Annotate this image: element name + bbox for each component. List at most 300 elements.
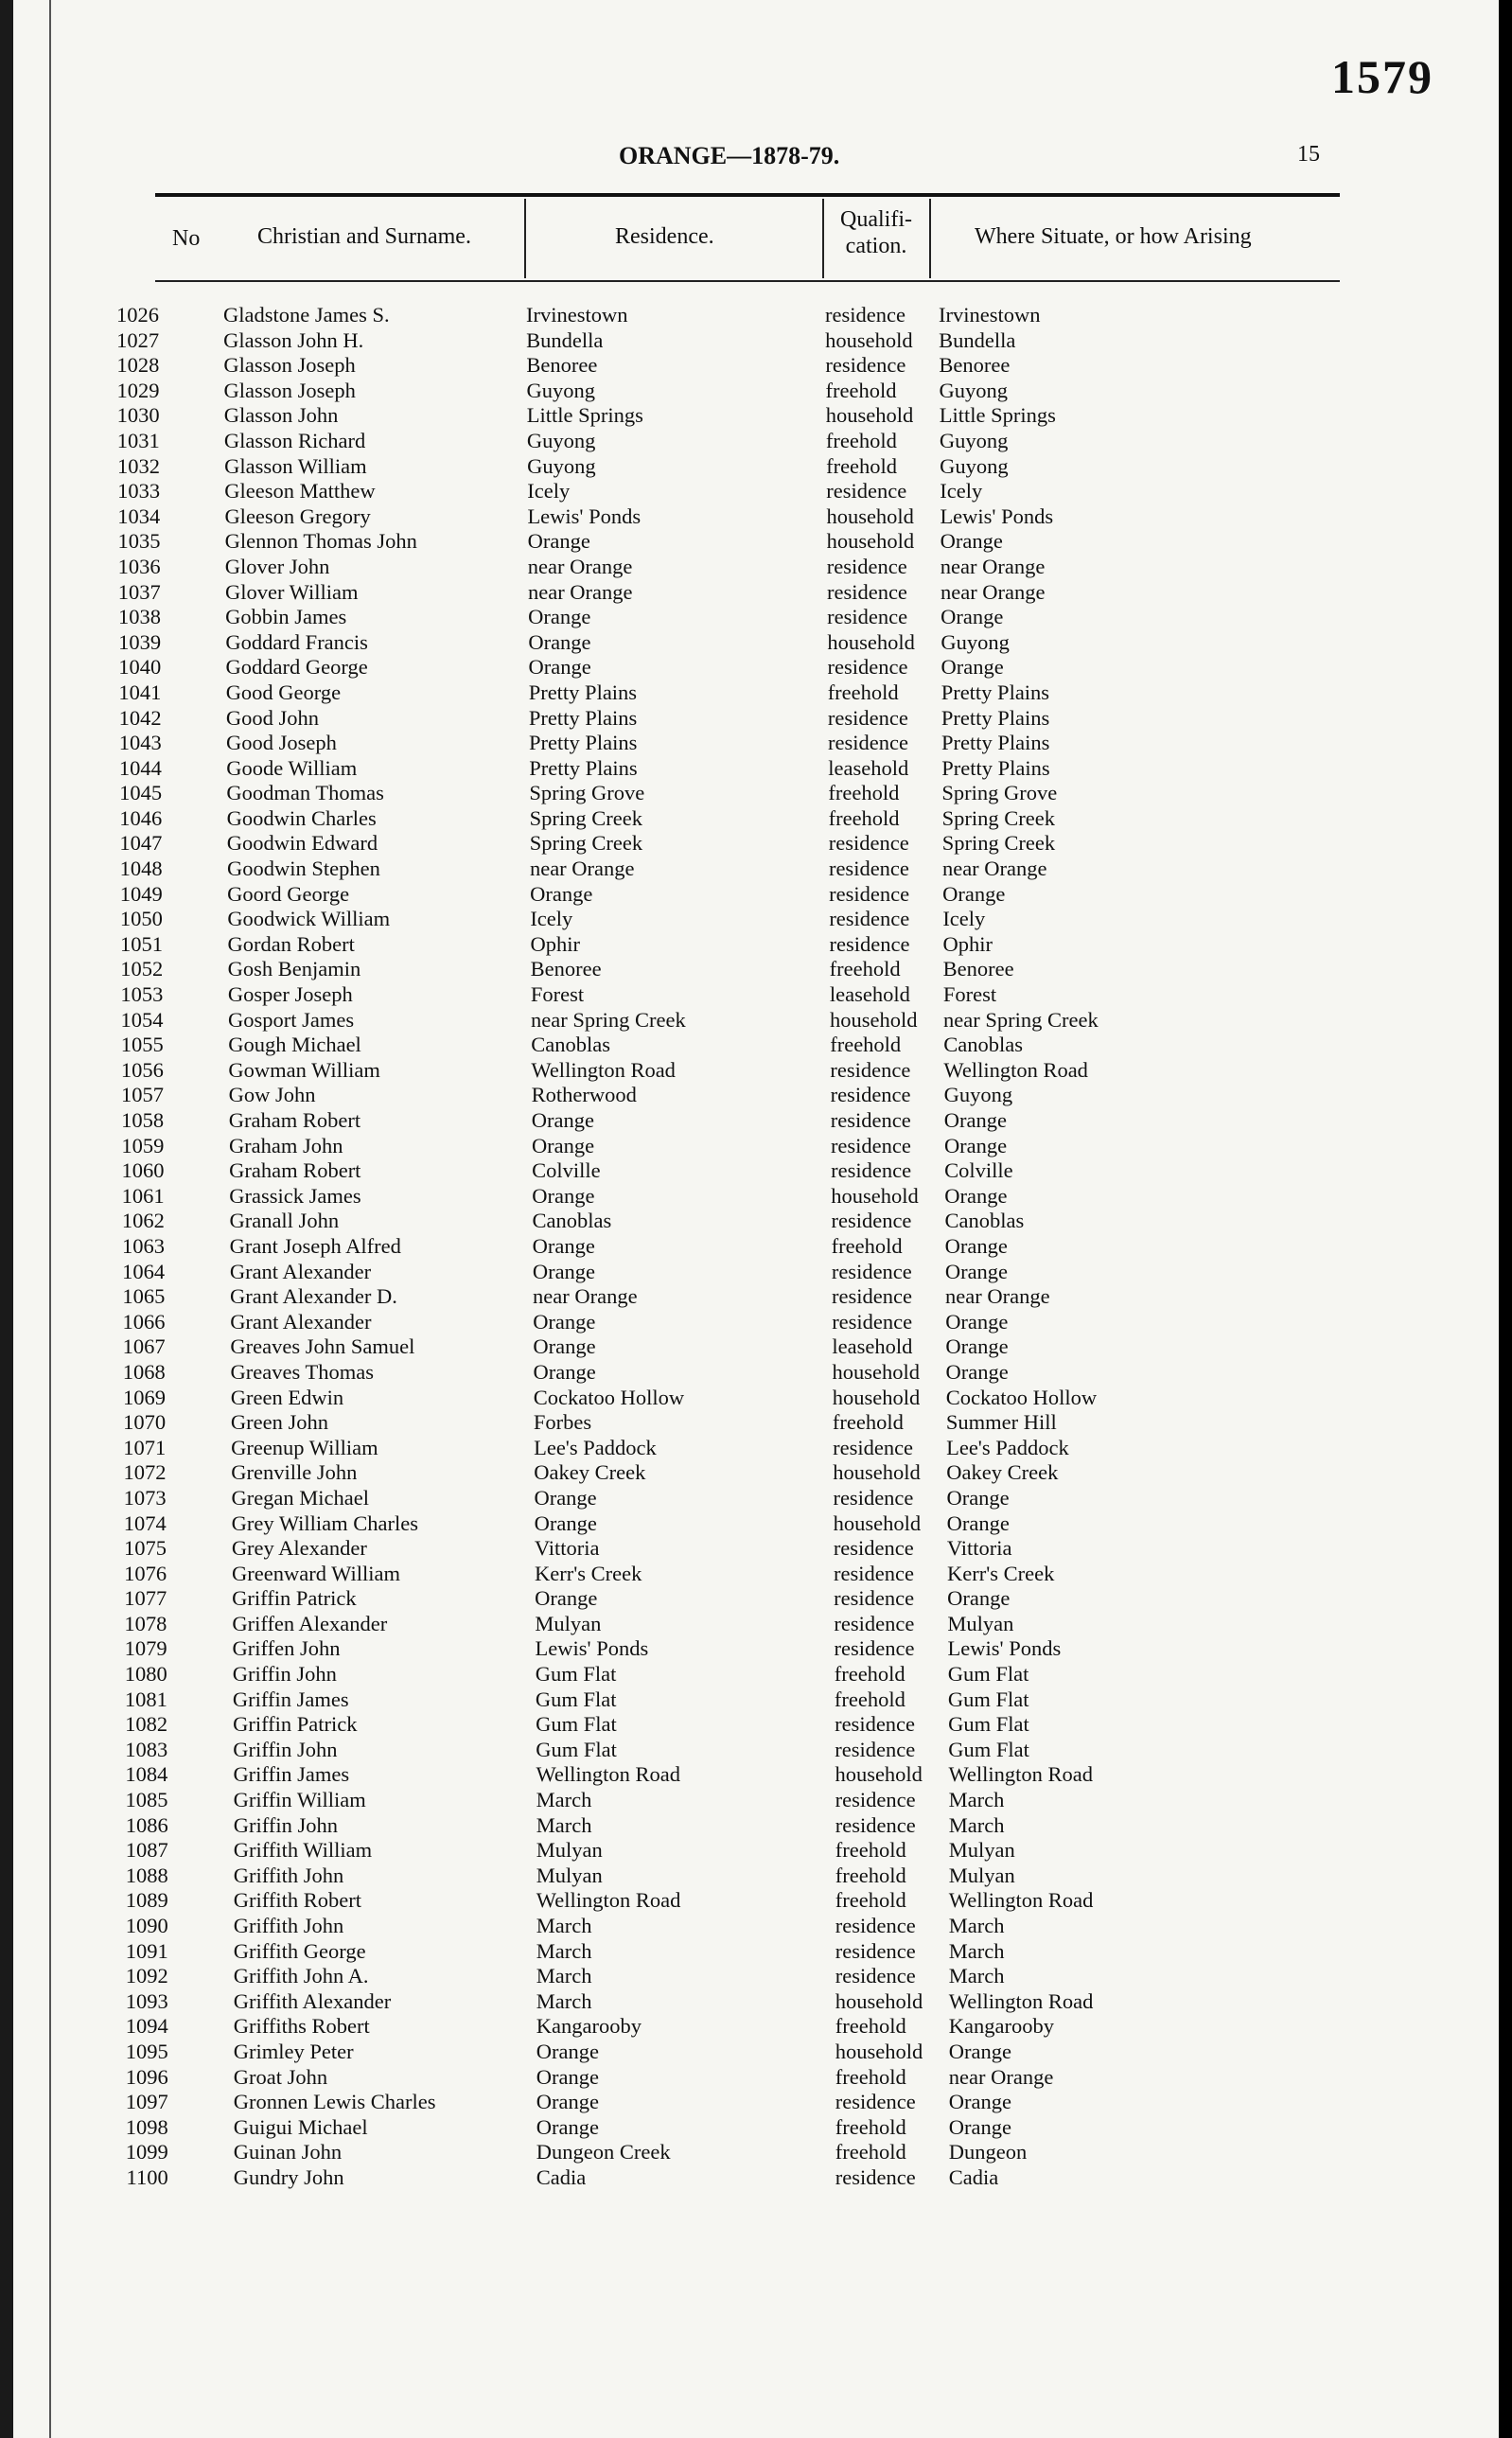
entry-qualification: freehold (829, 957, 901, 981)
entry-residence: Forest (530, 982, 585, 1007)
entry-residence: Forbes (533, 1410, 592, 1435)
entry-where: near Orange (945, 1284, 1050, 1309)
entry-where: Oakey Creek (946, 1460, 1059, 1485)
entry-residence: Colville (532, 1158, 601, 1183)
table-row (13, 907, 1512, 932)
entry-qualification: residence (835, 1914, 916, 1937)
entry-qualification: freehold (835, 2140, 906, 2164)
entry-number: 1100 (126, 2164, 168, 2189)
table-row (13, 504, 1512, 530)
entry-residence: Ophir (530, 931, 580, 956)
entry-number: 1080 (124, 1662, 167, 1687)
entry-qualification: residence (835, 1737, 916, 1761)
entry-where: Spring Creek (941, 805, 1055, 830)
column-divider (822, 199, 824, 278)
entry-qualification: residence (825, 303, 905, 327)
entry-name: Griffiths Robert (233, 2014, 370, 2039)
entry-where: Orange (941, 655, 1004, 680)
entry-residence: near Orange (529, 857, 635, 881)
entry-qualification: household (831, 1183, 919, 1208)
entry-name: Greenup William (231, 1435, 378, 1459)
entry-qualification: leasehold (832, 1334, 913, 1359)
table-row (13, 781, 1512, 806)
entry-qualification: residence (827, 705, 908, 730)
entry-number: 1085 (125, 1788, 168, 1812)
entry-name: Griffin James (232, 1687, 349, 1711)
entry-where: Orange (946, 1510, 1010, 1535)
entry-number: 1046 (119, 805, 163, 830)
entry-name: Glover William (224, 579, 359, 604)
entry-residence: Orange (536, 2114, 600, 2139)
entry-qualification: household (830, 1007, 918, 1032)
entry-residence: Canoblas (532, 1209, 612, 1233)
entry-number: 1090 (125, 1914, 168, 1937)
entry-where: Canoblas (944, 1209, 1025, 1233)
entry-where: Orange (945, 1309, 1009, 1334)
entry-residence: Orange (531, 1133, 595, 1157)
table-row (13, 1712, 1512, 1738)
entry-number: 1088 (125, 1863, 168, 1887)
entry-residence: Cockatoo Hollow (533, 1385, 685, 1409)
entry-where: Wellington Road (948, 1988, 1094, 2013)
entry-where: Lewis' Ponds (947, 1636, 1062, 1661)
entry-residence: Irvinestown (526, 303, 628, 327)
entry-where: Dungeon (948, 2140, 1028, 2164)
entry-number: 1082 (125, 1712, 168, 1737)
entry-qualification: residence (826, 579, 907, 604)
entry-number: 1029 (116, 378, 160, 402)
table-row (13, 379, 1512, 404)
entry-qualification: household (835, 1762, 923, 1787)
entry-where: near Orange (940, 554, 1046, 578)
entry-name: Guinan John (233, 2140, 343, 2164)
entry-number: 1081 (124, 1687, 167, 1711)
table-row (13, 2115, 1512, 2141)
entry-name: Green Edwin (230, 1385, 344, 1409)
entry-where: Orange (948, 2090, 1012, 2114)
entry-residence: Benoree (530, 957, 602, 981)
entry-where: Orange (942, 881, 1006, 906)
entry-where: Ophir (942, 931, 993, 956)
entry-where: March (948, 1964, 1005, 1988)
entry-number: 1056 (120, 1057, 164, 1082)
entry-name: Glasson Joseph (223, 378, 356, 402)
table-row (13, 1939, 1512, 1965)
entry-where: near Orange (940, 579, 1046, 604)
entry-where: March (948, 1812, 1005, 1837)
entry-name: Greenward William (232, 1561, 400, 1585)
entry-name: Griffin William (233, 1788, 366, 1812)
entry-where: Gum Flat (947, 1662, 1029, 1687)
table-row (13, 1838, 1512, 1864)
table-row (13, 1209, 1512, 1234)
entry-name: Gordan Robert (227, 931, 355, 956)
entry-residence: Orange (528, 655, 591, 680)
entry-residence: March (536, 1914, 592, 1937)
table-row (13, 1989, 1512, 2015)
entry-qualification: residence (829, 881, 910, 906)
table-row (13, 932, 1512, 958)
entry-qualification: household (833, 1460, 921, 1485)
entry-residence: Orange (536, 2090, 600, 2114)
entry-where: Orange (941, 605, 1004, 629)
entry-residence: Oakey Creek (534, 1460, 646, 1485)
entry-residence: Orange (536, 2064, 600, 2089)
entry-where: Mulyan (948, 1838, 1015, 1863)
table-row (13, 957, 1512, 982)
entry-where: Orange (946, 1485, 1010, 1510)
entry-residence: Orange (534, 1510, 597, 1535)
entry-name: Gosper Joseph (227, 982, 353, 1007)
entry-where: Pretty Plains (941, 680, 1050, 704)
entry-number: 1040 (118, 655, 162, 680)
table-row (13, 831, 1512, 857)
entry-where: Orange (943, 1133, 1008, 1157)
entry-residence: Pretty Plains (529, 731, 638, 755)
entry-name: Gobbin James (225, 605, 347, 629)
entry-name: Glasson John H. (223, 327, 364, 352)
entry-residence: Gum Flat (536, 1712, 617, 1737)
table-row (13, 1460, 1512, 1486)
table-row (13, 1234, 1512, 1260)
entry-where: Benoree (942, 957, 1014, 981)
entry-number: 1074 (123, 1510, 167, 1535)
table-row (13, 1436, 1512, 1461)
entry-name: Gow John (228, 1083, 316, 1107)
table-row (13, 680, 1512, 706)
entry-name: Gleeson Gregory (224, 504, 371, 528)
entry-number: 1034 (117, 504, 161, 528)
entry-number: 1098 (125, 2114, 168, 2139)
entry-qualification: residence (833, 1536, 914, 1561)
table-row (13, 1058, 1512, 1084)
entry-number: 1027 (116, 327, 160, 352)
table-row (13, 806, 1512, 832)
entry-qualification: residence (833, 1485, 914, 1510)
entry-residence: Mulyan (535, 1611, 602, 1635)
entry-residence: Guyong (526, 378, 596, 402)
entry-name: Graham John (228, 1133, 343, 1157)
entry-where: Gum Flat (948, 1712, 1029, 1737)
entry-where: Wellington Road (943, 1057, 1088, 1082)
entry-residence: Lewis' Ponds (535, 1636, 649, 1661)
entry-name: Griffith Alexander (233, 1988, 392, 2013)
entry-qualification: residence (832, 1284, 912, 1309)
table-row (13, 529, 1512, 555)
entry-qualification: residence (830, 1108, 911, 1132)
entry-name: Green John (230, 1410, 329, 1435)
entry-qualification: leasehold (828, 755, 909, 780)
entry-qualification: freehold (835, 2014, 906, 2039)
entry-residence: March (536, 1988, 592, 2013)
entry-number: 1061 (121, 1183, 165, 1208)
entry-residence: Orange (534, 1485, 597, 1510)
entry-qualification: residence (827, 605, 908, 629)
entry-name: Good Joseph (226, 731, 337, 755)
entry-number: 1095 (125, 2039, 168, 2063)
table-row (13, 1914, 1512, 1939)
table-row (13, 1134, 1512, 1159)
entry-name: Goodwin Charles (226, 805, 377, 830)
voter-list (13, 303, 1512, 2191)
entry-residence: Wellington Road (536, 1888, 681, 1913)
table-row (13, 655, 1512, 680)
entry-number: 1089 (125, 1888, 168, 1913)
entry-residence: Orange (530, 881, 593, 906)
entry-residence: Dungeon Creek (536, 2140, 671, 2164)
entry-name: Greaves Thomas (230, 1359, 374, 1384)
entry-residence: Spring Grove (529, 781, 645, 805)
entry-where: March (948, 1938, 1005, 1963)
entry-number: 1036 (117, 554, 161, 578)
entry-residence: Orange (531, 1108, 594, 1132)
entry-where: Spring Grove (941, 781, 1058, 805)
entry-number: 1093 (125, 1988, 168, 2013)
entry-residence: Orange (533, 1334, 596, 1359)
entry-where: Guyong (941, 629, 1010, 654)
column-divider (929, 199, 931, 278)
entry-number: 1042 (118, 705, 162, 730)
entry-qualification: residence (830, 1083, 911, 1107)
table-header-rule (155, 280, 1340, 282)
table-row (13, 479, 1512, 504)
entry-number: 1071 (123, 1435, 167, 1459)
sheet-number: 15 (1297, 142, 1320, 167)
table-row (13, 1386, 1512, 1411)
entry-residence: Gum Flat (536, 1737, 617, 1761)
entry-name: Griffin James (233, 1762, 350, 1787)
entry-where: Pretty Plains (941, 731, 1050, 755)
table-row (13, 2140, 1512, 2165)
entry-residence: Orange (528, 629, 591, 654)
entry-name: Gronnen Lewis Charles (233, 2090, 436, 2114)
entry-residence: near Orange (527, 554, 633, 578)
entry-name: Gowman William (228, 1057, 380, 1082)
entry-number: 1070 (123, 1410, 167, 1435)
entry-number: 1049 (119, 881, 163, 906)
entry-number: 1078 (124, 1611, 167, 1635)
entry-number: 1033 (117, 479, 161, 504)
entry-number: 1083 (125, 1737, 168, 1761)
table-row (13, 1108, 1512, 1134)
entry-qualification: residence (828, 731, 908, 755)
entry-where: near Orange (948, 2064, 1054, 2089)
entry-number: 1037 (117, 579, 161, 604)
entry-name: Grant Alexander D. (230, 1284, 397, 1309)
entry-name: Grey William Charles (231, 1510, 419, 1535)
table-row (13, 328, 1512, 354)
entry-residence: March (536, 1938, 592, 1963)
entry-name: Goodwin Stephen (226, 857, 380, 881)
entry-qualification: residence (826, 554, 907, 578)
entry-name: Glennon Thomas John (224, 529, 417, 554)
entry-qualification: household (826, 529, 915, 554)
entry-residence: Pretty Plains (528, 705, 638, 730)
entry-number: 1063 (121, 1233, 165, 1258)
entry-name: Griffin Patrick (232, 1586, 357, 1611)
entry-number: 1064 (122, 1259, 166, 1283)
entry-where: Vittoria (946, 1536, 1012, 1561)
entry-qualification: freehold (825, 378, 897, 402)
entry-residence: Vittoria (534, 1536, 600, 1561)
entry-qualification: freehold (825, 428, 897, 452)
entry-where: Orange (940, 529, 1003, 554)
entry-residence: Lee's Paddock (534, 1435, 657, 1459)
entry-residence: Orange (535, 1586, 598, 1611)
entry-residence: Rotherwood (531, 1083, 637, 1107)
table-row (13, 1888, 1512, 1914)
entry-name: Grant Joseph Alfred (229, 1233, 401, 1258)
table-row (13, 1158, 1512, 1184)
entry-name: Griffin Patrick (233, 1712, 358, 1737)
entry-number: 1072 (123, 1460, 167, 1485)
entry-qualification: residence (834, 1561, 914, 1585)
entry-qualification: household (832, 1385, 921, 1409)
entry-residence: Orange (532, 1183, 595, 1208)
entry-name: Goddard Francis (225, 629, 368, 654)
entry-where: Gum Flat (948, 1737, 1029, 1761)
entry-residence: Orange (527, 529, 590, 554)
entry-name: Goodman Thomas (226, 781, 384, 805)
entry-name: Griffen John (232, 1636, 341, 1661)
entry-where: Mulyan (947, 1611, 1014, 1635)
table-row (13, 1184, 1512, 1210)
table-row (13, 2165, 1512, 2191)
table-row (13, 1662, 1512, 1687)
table-row (13, 756, 1512, 782)
entry-where: Orange (948, 2114, 1012, 2139)
entry-residence: near Orange (533, 1284, 638, 1309)
entry-name: Griffith George (233, 1938, 366, 1963)
entry-number: 1030 (116, 403, 160, 428)
entry-name: Guigui Michael (233, 2114, 368, 2139)
entry-qualification: residence (831, 1158, 912, 1183)
entry-where: Guyong (939, 428, 1009, 452)
table-row (13, 555, 1512, 580)
entry-number: 1065 (122, 1284, 166, 1309)
entry-where: Colville (944, 1158, 1013, 1183)
entry-where: Guyong (940, 453, 1009, 478)
entry-number: 1035 (117, 529, 161, 554)
entry-where: Pretty Plains (941, 705, 1050, 730)
entry-qualification: household (827, 629, 915, 654)
entry-where: Guyong (939, 378, 1009, 402)
entry-number: 1039 (118, 629, 162, 654)
entry-number: 1041 (118, 680, 162, 704)
entry-residence: Icely (530, 907, 573, 931)
table-row (13, 1813, 1512, 1839)
entry-name: Good John (225, 705, 320, 730)
entry-name: Glasson Joseph (223, 353, 356, 378)
entry-name: Griffith John (233, 1863, 344, 1887)
entry-where: Wellington Road (948, 1762, 1093, 1787)
header-name: Christian and Surname. (257, 224, 471, 249)
entry-name: Gosh Benjamin (227, 957, 361, 981)
entry-name: Griffith John (233, 1914, 344, 1937)
entry-number: 1038 (117, 605, 161, 629)
entry-number: 1059 (121, 1133, 165, 1157)
header-no: No (172, 226, 201, 251)
entry-name: Goord George (227, 881, 350, 906)
entry-where: Orange (945, 1359, 1009, 1384)
entry-number: 1055 (120, 1033, 164, 1057)
entry-name: Griffith Robert (233, 1888, 361, 1913)
entry-name: Glover John (224, 554, 330, 578)
entry-number: 1044 (118, 755, 162, 780)
table-row (13, 1586, 1512, 1612)
entry-number: 1068 (122, 1359, 166, 1384)
entry-qualification: freehold (835, 1863, 906, 1887)
table-row (13, 1008, 1512, 1034)
entry-number: 1048 (119, 857, 163, 881)
entry-qualification: residence (835, 1712, 916, 1737)
entry-residence: Wellington Road (536, 1762, 680, 1787)
entry-where: Icely (942, 907, 986, 931)
entry-qualification: freehold (835, 2064, 906, 2089)
entry-qualification: freehold (827, 680, 899, 704)
entry-residence: Little Springs (526, 403, 643, 428)
entry-number: 1076 (124, 1561, 167, 1585)
entry-residence: March (536, 1812, 592, 1837)
entry-number: 1092 (125, 1964, 168, 1988)
table-row (13, 1612, 1512, 1637)
entry-where: Kangarooby (948, 2014, 1055, 2039)
entry-qualification: residence (830, 1057, 911, 1082)
table-row (13, 1788, 1512, 1813)
entry-qualification: residence (834, 1636, 915, 1661)
entry-where: Orange (944, 1233, 1008, 1258)
entry-number: 1094 (125, 2014, 168, 2039)
entry-qualification: residence (829, 907, 910, 931)
table-row (13, 731, 1512, 756)
entry-name: Glasson Richard (223, 428, 366, 452)
entry-qualification: residence (833, 1435, 914, 1459)
table-row (13, 1687, 1512, 1713)
entry-name: Griffin John (233, 1737, 338, 1761)
entry-where: Forest (942, 982, 997, 1007)
table-row (13, 1486, 1512, 1511)
entry-where: Bundella (939, 327, 1016, 352)
entry-number: 1032 (116, 453, 160, 478)
entry-residence: Orange (533, 1309, 596, 1334)
entry-qualification: household (825, 327, 913, 352)
entry-number: 1026 (116, 303, 159, 327)
table-row (13, 1310, 1512, 1335)
entry-name: Grant Alexander (229, 1259, 372, 1283)
entry-residence: Spring Creek (529, 805, 642, 830)
entry-name: Goodwick William (227, 907, 391, 931)
entry-number: 1028 (116, 353, 160, 378)
entry-where: Wellington Road (948, 1888, 1094, 1913)
entry-where: Little Springs (939, 403, 1056, 428)
entry-qualification: household (833, 1510, 922, 1535)
table-row (13, 1762, 1512, 1788)
entry-residence: Orange (536, 2039, 600, 2063)
entry-qualification: residence (825, 353, 906, 378)
entry-where: Orange (948, 2039, 1012, 2063)
entry-number: 1060 (121, 1158, 165, 1183)
entry-qualification: leasehold (829, 982, 910, 1007)
table-row (13, 1410, 1512, 1436)
entry-residence: Pretty Plains (529, 755, 638, 780)
entry-name: Graham Robert (228, 1108, 361, 1132)
table-row (13, 1260, 1512, 1285)
entry-qualification: freehold (828, 781, 900, 805)
entry-number: 1043 (118, 731, 162, 755)
entry-residence: Guyong (527, 453, 596, 478)
entry-qualification: household (825, 403, 914, 428)
entry-qualification: residence (835, 2164, 916, 2189)
